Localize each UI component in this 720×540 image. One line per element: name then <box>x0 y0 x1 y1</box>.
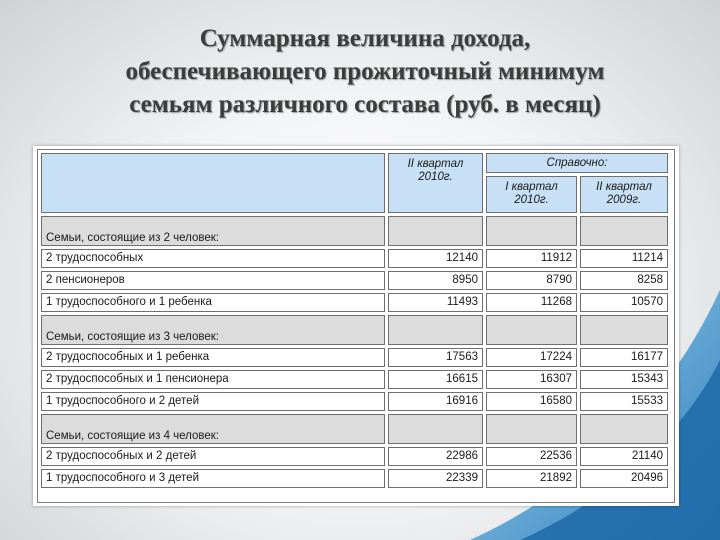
row-label: 2 трудоспособных <box>41 249 385 268</box>
header-label-cell <box>41 153 385 213</box>
value-q1-2010: 11268 <box>486 293 577 312</box>
value-q2-2009: 8258 <box>580 271 668 290</box>
value-q1-2010: 22536 <box>486 447 577 466</box>
header-q2-2010-line1: II квартал <box>407 158 464 170</box>
row-label: 1 трудоспособного и 1 ребенка <box>41 293 385 312</box>
value-q2-2009: 15343 <box>580 370 668 389</box>
group-empty-cell <box>486 414 577 444</box>
header-reference: Справочно: <box>486 153 668 173</box>
row-label: 2 пенсионеров <box>41 271 385 290</box>
group-empty-cell <box>580 414 668 444</box>
value-q1-2010: 17224 <box>486 348 577 367</box>
income-table <box>37 149 675 503</box>
value-q2-2009: 10570 <box>580 293 668 312</box>
header-q1-2010-line2: 2010г. <box>514 194 549 206</box>
value-q1-2010: 8790 <box>486 271 577 290</box>
value-q2-2009: 20496 <box>580 469 668 488</box>
header-q2-2009-line1: II квартал <box>596 181 652 193</box>
group-empty-cell <box>486 315 577 345</box>
group-title: Семьи, состоящие из 2 человек: <box>41 216 385 246</box>
row-label: 2 трудоспособных и 1 пенсионера <box>41 370 385 389</box>
group-title: Семьи, состоящие из 4 человек: <box>41 414 385 444</box>
group-empty-cell <box>580 216 668 246</box>
group-empty-cell <box>388 414 483 444</box>
group-empty-cell <box>388 315 483 345</box>
header-q2-2009 <box>580 176 668 213</box>
value-q1-2010: 16307 <box>486 370 577 389</box>
header-q1-2010-line1: I квартал <box>505 181 558 193</box>
value-q1-2010: 11912 <box>486 249 577 268</box>
value-q2-2009: 21140 <box>580 447 668 466</box>
value-q2-2010: 16615 <box>388 370 483 389</box>
title-line: Суммарная величина дохода, <box>199 25 531 52</box>
row-label: 1 трудоспособного и 3 детей <box>41 469 385 488</box>
row-label: 1 трудоспособного и 2 детей <box>41 392 385 411</box>
value-q2-2010: 16916 <box>388 392 483 411</box>
value-q2-2010: 17563 <box>388 348 483 367</box>
value-q2-2010: 22339 <box>388 469 483 488</box>
value-q2-2009: 11214 <box>580 249 668 268</box>
value-q2-2010: 12140 <box>388 249 483 268</box>
row-label: 2 трудоспособных и 1 ребенка <box>41 348 385 367</box>
value-q1-2010: 16580 <box>486 392 577 411</box>
header-q2-2009-line2: 2009г. <box>606 194 642 206</box>
income-table-frame <box>33 146 679 506</box>
value-q2-2009: 15533 <box>580 392 668 411</box>
header-q2-2010 <box>388 153 483 213</box>
header-q2-2010-line2: 2010г. <box>418 171 453 183</box>
value-q1-2010: 21892 <box>486 469 577 488</box>
title-line: обеспечивающего прожиточный минимум <box>125 58 605 85</box>
header-q1-2010 <box>486 176 577 213</box>
title-line: семьям различного состава (руб. в месяц) <box>129 91 601 118</box>
group-empty-cell <box>580 315 668 345</box>
value-q2-2010: 22986 <box>388 447 483 466</box>
slide-title <box>60 22 670 121</box>
group-empty-cell <box>486 216 577 246</box>
group-empty-cell <box>388 216 483 246</box>
value-q2-2009: 16177 <box>580 348 668 367</box>
group-title: Семьи, состоящие из 3 человек: <box>41 315 385 345</box>
value-q2-2010: 11493 <box>388 293 483 312</box>
value-q2-2010: 8950 <box>388 271 483 290</box>
row-label: 2 трудоспособных и 2 детей <box>41 447 385 466</box>
